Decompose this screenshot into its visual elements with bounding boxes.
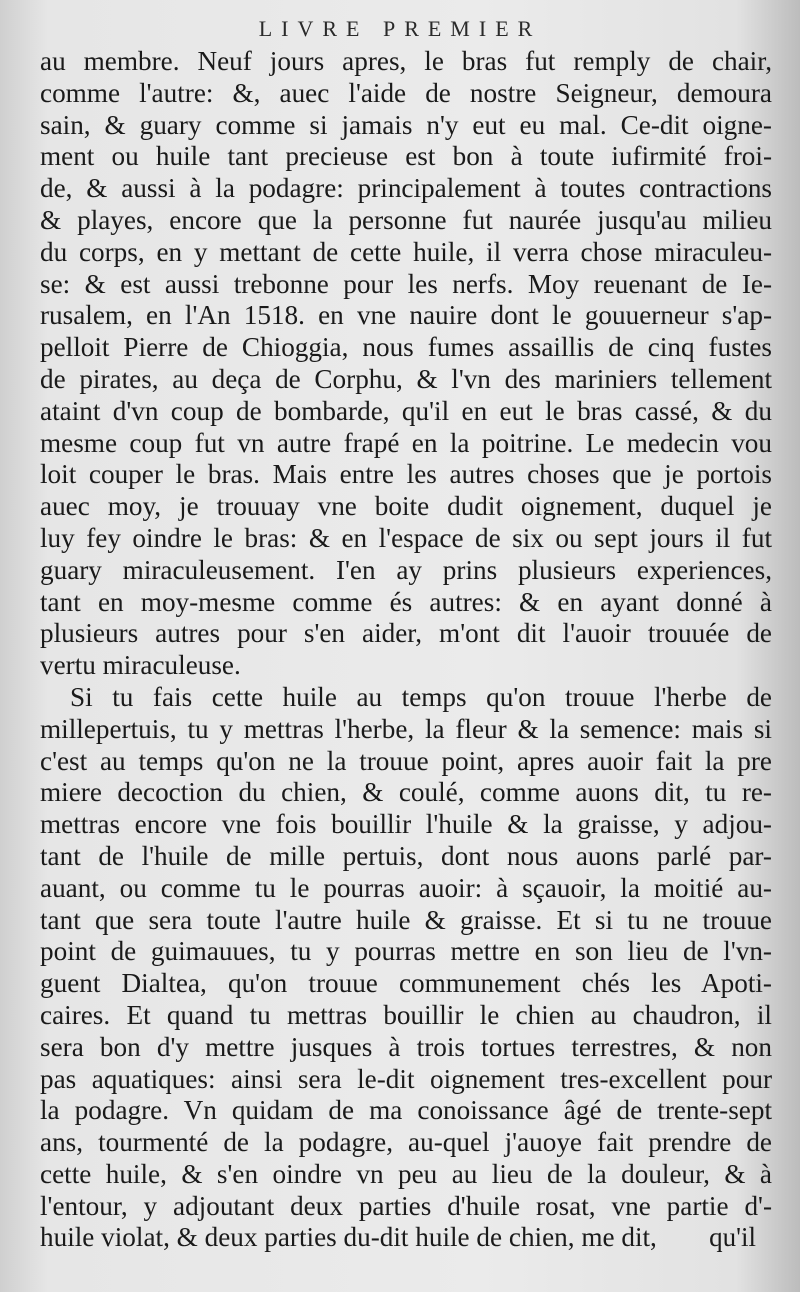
running-head: LIVRE PREMIER (258, 16, 542, 41)
text-line: tant que sera toute l'autre huile & graisse. Et si tu ne trouue (40, 904, 772, 935)
text-line: au membre. Neuf jours apres, le bras fut remply de chair, (40, 46, 772, 76)
text-line: tant de l'huile de mille pertuis, dont nous auons parlé par- (40, 840, 772, 871)
text-line: du corps, en y mettant de cette huile, il verra chose miraculeu- (40, 236, 772, 267)
text-line: auec moy, je trouuay vne boite dudit oignement, duquel je (40, 491, 772, 522)
body-text (40, 46, 772, 1254)
text-line: mettras encore vne fois bouillir l'huile & la graisse, y adjou- (40, 809, 772, 840)
text-line: auant, ou comme tu le pourras auoir: à sçauoir, la moitié au- (40, 872, 772, 903)
text-line: sain, & guary comme si jamais n'y eut eu mal. Ce-dit oigne- (40, 109, 772, 140)
text-line: l'entour, y adjoutant deux parties d'huile rosat, vne partie d'- (40, 1190, 772, 1221)
text-line: plusieurs autres pour s'en aider, m'ont dit l'auoir trouuée de (40, 618, 772, 649)
text-line: de pirates, au deça de Corphu, & l'vn des mariniers tellement (40, 363, 772, 394)
text-line: & playes, encore que la personne fut naurée jusqu'au milieu (40, 204, 772, 235)
text-line: ans, tourmenté de la podagre, au-quel j'auoye fait prendre de (40, 1127, 772, 1158)
text-line: huile violat, & deux parties du-dit huile de chien, me dit, (40, 1222, 657, 1253)
text-line: mesme coup fut vn autre frapé en la poitrine. Le medecin vou (40, 427, 772, 458)
text-line: se: & est aussi trebonne pour les nerfs. Moy reuenant de Ie- (40, 268, 772, 299)
text-line: vertu miraculeuse. (40, 650, 241, 681)
text-line: guary miraculeusement. I'en ay prins plusieurs experiences, (40, 554, 772, 585)
text-line: ment ou huile tant precieuse est bon à toute iufirmité froi- (40, 141, 772, 172)
text-line: guent Dialtea, qu'on trouue communement chés les Apoti- (40, 968, 772, 999)
catchword: qu'il (709, 1222, 756, 1252)
text-line: la podagre. Vn quidam de ma conoissance âgé de trente-sept (40, 1095, 772, 1126)
text-line: pelloit Pierre de Chioggia, nous fumes assaillis de cinq fustes (40, 332, 772, 363)
text-line: luy fey oindre le bras: & en l'espace de six ou sept jours il fut (40, 522, 772, 553)
text-line: de, & aussi à la podagre: principalement à toutes contractions (40, 173, 772, 204)
text-line: point de guimauues, tu y pourras mettre en son lieu de l'vn- (40, 936, 772, 967)
text-line: miere decoction du chien, & coulé, comme auons dit, tu re- (40, 777, 772, 808)
text-line: millepertuis, tu y mettras l'herbe, la fleur & la semence: mais si (40, 713, 772, 744)
paragraph (40, 682, 772, 1254)
text-line: ataint d'vn coup de bombarde, qu'il en eut le bras cassé, & du (40, 395, 772, 426)
text-line: loit couper le bras. Mais entre les autres choses que je portois (40, 459, 772, 490)
text-line: Si tu fais cette huile au temps qu'on trouue l'herbe de (70, 681, 772, 712)
text-line: c'est au temps qu'on ne la trouue point, apres auoir fait la pre (40, 745, 772, 776)
text-line: sera bon d'y mettre jusques à trois tortues terrestres, & non (40, 1031, 772, 1062)
text-line: rusalem, en l'An 1518. en vne nauire dont le gouuerneur s'ap- (40, 300, 772, 331)
text-line: tant en moy-mesme comme és autres: & en ayant donné à (40, 586, 772, 617)
text-line: pas aquatiques: ainsi sera le-dit oignement tres-excellent pour (40, 1063, 772, 1094)
text-line: cette huile, & s'en oindre vn peu au lieu de la douleur, & à (40, 1158, 772, 1189)
text-line: caires. Et quand tu mettras bouillir le chien au chaudron, il (40, 999, 772, 1030)
paragraph (40, 46, 772, 682)
text-line: comme l'autre: &, auec l'aide de nostre Seigneur, demoura (40, 77, 772, 108)
